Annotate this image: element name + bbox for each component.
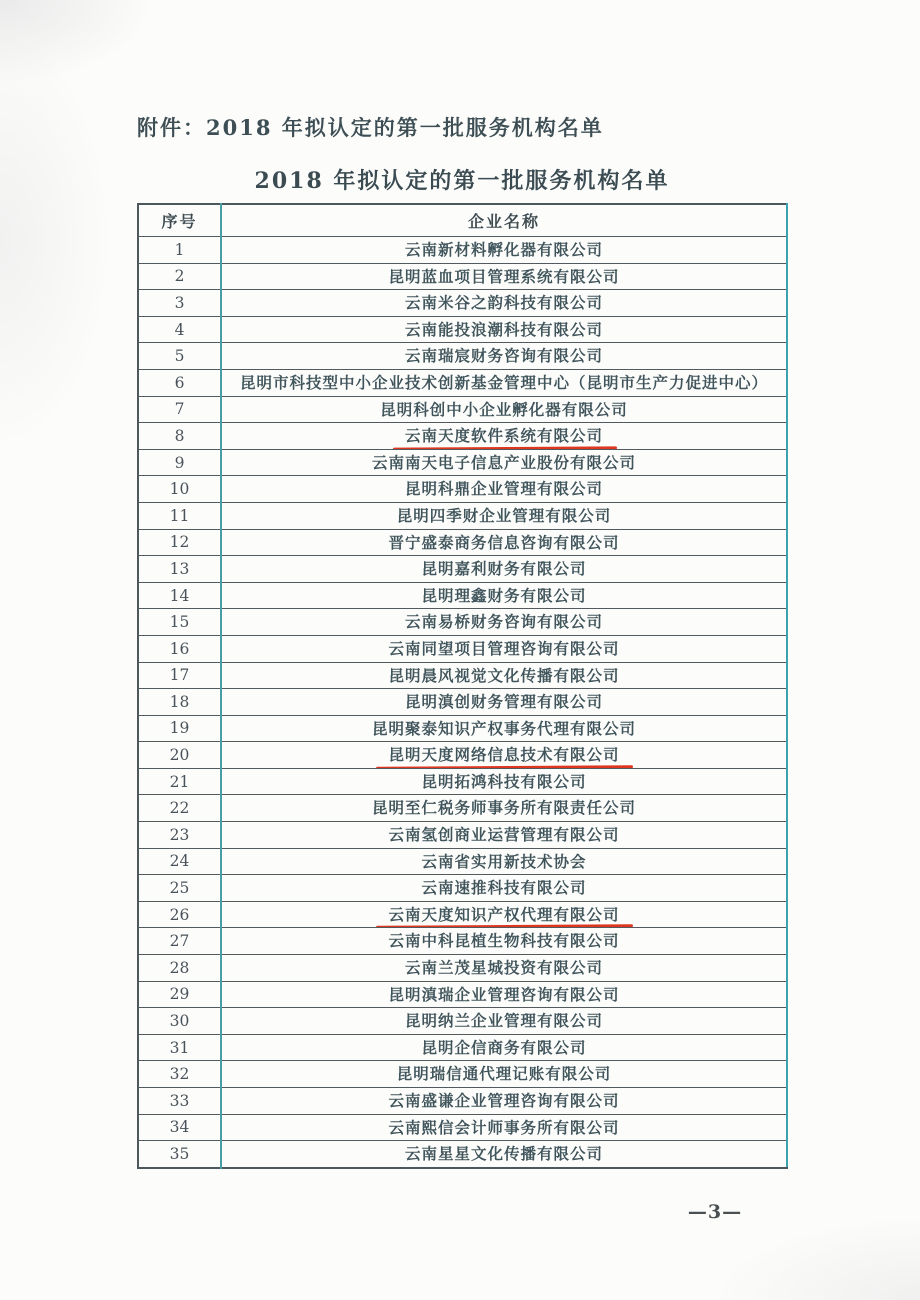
row-serial-number: 20	[138, 742, 221, 769]
company-name-text: 昆明滇创财务管理有限公司	[404, 692, 603, 712]
company-name-text: 昆明科鼎企业管理有限公司	[404, 479, 603, 499]
company-name-text: 昆明嘉利财务有限公司	[421, 559, 587, 579]
company-table	[137, 203, 788, 1169]
company-name-text: 云南南天电子信息产业股份有限公司	[371, 452, 636, 472]
company-name-cell	[221, 316, 787, 343]
company-name-highlighted: 云南天度知识产权代理有限公司	[388, 904, 620, 924]
company-name-text: 晋宁盛泰商务信息咨询有限公司	[388, 532, 620, 552]
row-serial-number: 22	[138, 795, 221, 822]
company-name-cell	[221, 343, 787, 370]
row-serial-number: 4	[138, 316, 221, 343]
company-name-text: 昆明科创中小企业孵化器有限公司	[380, 399, 628, 419]
row-serial-number: 23	[138, 822, 221, 849]
company-table-body	[138, 237, 787, 1168]
company-name-cell	[221, 290, 787, 317]
company-name-highlighted: 昆明天度网络信息技术有限公司	[388, 745, 620, 765]
company-name-text: 云南瑞宸财务咨询有限公司	[404, 346, 603, 366]
row-serial-number: 30	[138, 1008, 221, 1035]
table-row	[138, 715, 787, 742]
attachment-heading: 附件：2018 年拟认定的第一批服务机构名单	[137, 115, 604, 140]
table-row	[138, 768, 787, 795]
company-name-text: 昆明瑞信通代理记账有限公司	[396, 1064, 612, 1084]
table-row	[138, 795, 787, 822]
company-name-text: 昆明理鑫财务有限公司	[421, 585, 587, 605]
company-name-cell	[221, 1088, 787, 1115]
table-row	[138, 343, 787, 370]
table-header-row	[138, 204, 787, 237]
table-row	[138, 981, 787, 1008]
company-name-cell	[221, 609, 787, 636]
row-serial-number: 12	[138, 529, 221, 556]
row-serial-number: 13	[138, 556, 221, 583]
company-name-highlighted: 云南天度软件系统有限公司	[404, 426, 603, 446]
company-name-cell	[221, 369, 787, 396]
company-name-cell	[221, 635, 787, 662]
table-row	[138, 1141, 787, 1168]
table-row	[138, 529, 787, 556]
company-name-text: 云南熙信会计师事务所有限公司	[388, 1117, 620, 1137]
table-row	[138, 1061, 787, 1088]
table-row	[138, 263, 787, 290]
table-row	[138, 423, 787, 450]
table-row	[138, 955, 787, 982]
row-serial-number: 18	[138, 689, 221, 716]
company-name-text: 昆明拓鸿科技有限公司	[421, 771, 587, 791]
row-serial-number: 3	[138, 290, 221, 317]
company-name-text: 云南速推科技有限公司	[421, 878, 587, 898]
row-serial-number: 14	[138, 582, 221, 609]
row-serial-number: 26	[138, 901, 221, 928]
company-name-cell	[221, 955, 787, 982]
row-serial-number: 19	[138, 715, 221, 742]
company-name-text: 云南米谷之韵科技有限公司	[404, 293, 603, 313]
row-serial-number: 35	[138, 1141, 221, 1168]
company-name-text: 云南星星文化传播有限公司	[404, 1144, 603, 1164]
company-table-wrap	[137, 203, 788, 1169]
row-serial-number: 5	[138, 343, 221, 370]
company-name-cell	[221, 795, 787, 822]
company-name-cell	[221, 396, 787, 423]
row-serial-number: 1	[138, 237, 221, 264]
table-row	[138, 396, 787, 423]
company-name-text: 昆明至仁税务师事务所有限责任公司	[371, 798, 636, 818]
company-name-text: 昆明企信商务有限公司	[421, 1037, 587, 1057]
table-row	[138, 449, 787, 476]
table-row	[138, 662, 787, 689]
table-row	[138, 582, 787, 609]
row-serial-number: 34	[138, 1114, 221, 1141]
row-serial-number: 31	[138, 1034, 221, 1061]
row-serial-number: 17	[138, 662, 221, 689]
row-serial-number: 8	[138, 423, 221, 450]
company-name-cell	[221, 662, 787, 689]
company-name-text: 昆明聚泰知识产权事务代理有限公司	[371, 718, 636, 738]
company-name-cell	[221, 901, 787, 928]
row-serial-number: 15	[138, 609, 221, 636]
company-name-cell	[221, 742, 787, 769]
company-name-text: 昆明蓝血项目管理系统有限公司	[388, 266, 620, 286]
company-name-text: 昆明滇瑞企业管理咨询有限公司	[388, 984, 620, 1004]
table-row	[138, 316, 787, 343]
table-row	[138, 369, 787, 396]
company-name-text: 云南省实用新技术协会	[421, 851, 587, 871]
row-serial-number: 10	[138, 476, 221, 503]
company-name-text: 昆明市科技型中小企业技术创新基金管理中心（昆明市生产力促进中心）	[239, 372, 768, 392]
company-name-cell	[221, 928, 787, 955]
page-number: —3—	[687, 1201, 743, 1223]
table-row	[138, 1008, 787, 1035]
row-serial-number: 16	[138, 635, 221, 662]
table-row	[138, 476, 787, 503]
table-row	[138, 1034, 787, 1061]
row-serial-number: 28	[138, 955, 221, 982]
row-serial-number: 9	[138, 449, 221, 476]
row-serial-number: 24	[138, 848, 221, 875]
company-name-cell	[221, 502, 787, 529]
table-row	[138, 502, 787, 529]
company-name-text: 云南能投浪潮科技有限公司	[404, 319, 603, 339]
row-serial-number: 27	[138, 928, 221, 955]
company-name-text: 云南新材料孵化器有限公司	[404, 240, 603, 259]
table-row	[138, 556, 787, 583]
company-name-cell	[221, 1034, 787, 1061]
company-name-cell	[221, 449, 787, 476]
company-name-cell	[221, 423, 787, 450]
company-name-cell	[221, 476, 787, 503]
table-row	[138, 848, 787, 875]
company-name-text: 云南中科昆植生物科技有限公司	[388, 931, 620, 951]
row-serial-number: 25	[138, 875, 221, 902]
table-row	[138, 742, 787, 769]
row-serial-number: 6	[138, 369, 221, 396]
company-name-text: 云南氢创商业运营管理有限公司	[388, 825, 620, 845]
company-name-cell	[221, 1114, 787, 1141]
table-row	[138, 875, 787, 902]
company-name-text: 昆明纳兰企业管理有限公司	[404, 1011, 603, 1031]
company-name-cell	[221, 1061, 787, 1088]
table-row	[138, 928, 787, 955]
company-name-text: 昆明晨风视觉文化传播有限公司	[388, 665, 620, 685]
table-row	[138, 822, 787, 849]
column-header-serial: 序号	[138, 204, 221, 237]
company-name-text: 云南盛谦企业管理咨询有限公司	[388, 1091, 620, 1110]
row-serial-number: 32	[138, 1061, 221, 1088]
company-name-cell	[221, 848, 787, 875]
page-title: 2018 年拟认定的第一批服务机构名单	[254, 168, 670, 194]
row-serial-number: 33	[138, 1088, 221, 1115]
company-name-cell	[221, 875, 787, 902]
table-row	[138, 609, 787, 636]
table-row	[138, 1114, 787, 1141]
company-name-cell	[221, 529, 787, 556]
company-name-cell	[221, 715, 787, 742]
company-name-cell	[221, 263, 787, 290]
table-row	[138, 290, 787, 317]
row-serial-number: 21	[138, 768, 221, 795]
company-name-text: 云南同望项目管理咨询有限公司	[388, 638, 620, 658]
company-name-cell	[221, 689, 787, 716]
company-name-text: 云南易桥财务咨询有限公司	[404, 612, 603, 632]
row-serial-number: 7	[138, 396, 221, 423]
row-serial-number: 29	[138, 981, 221, 1008]
company-name-cell	[221, 981, 787, 1008]
company-name-cell	[221, 1141, 787, 1168]
table-row	[138, 635, 787, 662]
row-serial-number: 11	[138, 502, 221, 529]
column-header-company: 企业名称	[221, 204, 787, 237]
company-name-text: 云南兰茂星城投资有限公司	[404, 958, 603, 978]
company-name-cell	[221, 1008, 787, 1035]
company-name-cell	[221, 822, 787, 849]
table-row	[138, 901, 787, 928]
company-name-text: 昆明四季财企业管理有限公司	[396, 505, 612, 525]
company-name-cell	[221, 768, 787, 795]
table-row	[138, 689, 787, 716]
company-name-cell	[221, 556, 787, 583]
company-name-cell	[221, 582, 787, 609]
company-name-cell	[221, 237, 787, 264]
table-row	[138, 1088, 787, 1115]
table-row	[138, 237, 787, 264]
row-serial-number: 2	[138, 263, 221, 290]
